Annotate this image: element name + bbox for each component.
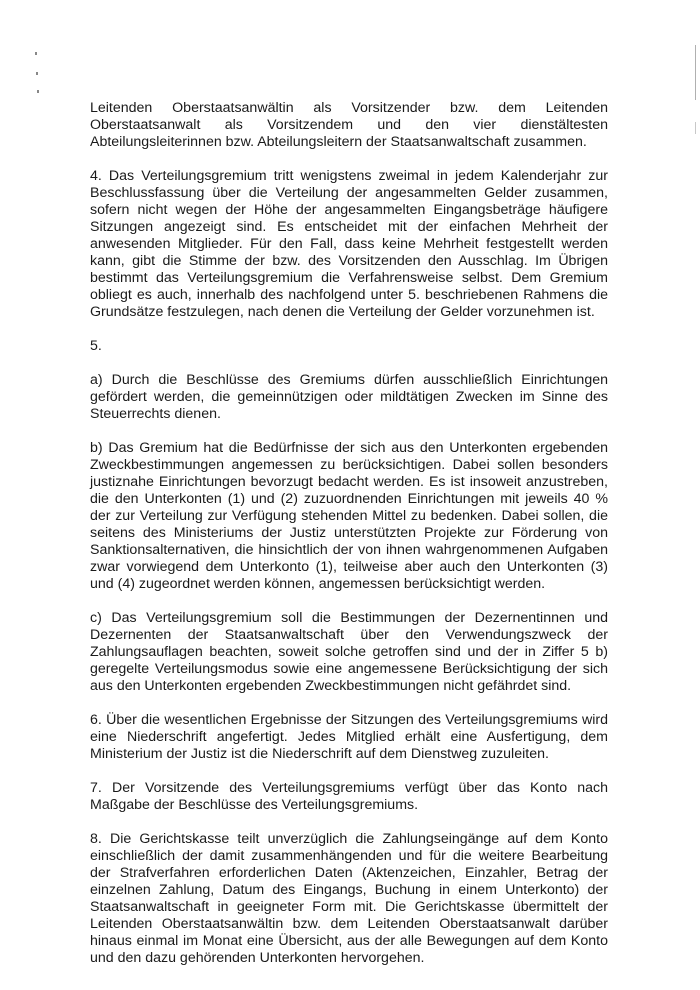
punch-hole-marks [32, 52, 42, 97]
scan-edge-mark [695, 122, 696, 134]
paragraph-4: 4. Das Verteilungsgremium tritt wenigstens zweimal in jedem Kalenderjahr zur Beschlussfassung über die Verteilung der angesammelten Gelder zusammen, sofern nicht wegen der Höhe der angesammelten Eingangsbeträge häufigere Sitzungen angezeigt sind. Es entscheidet mit der einfachen Mehrheit der anwesenden Mitglieder. Für den Fall, dass keine Mehrheit festgestellt werden kann, gibt die Stimme der bzw. des Vorsitzenden den Ausschlag. Im Übrigen bestimmt das Verteilungsgremium die Verfahrensweise selbst. Dem Gremium obliegt es auch, innerhalb des nachfolgend unter 5. beschriebenen Rahmens die Grundsätze festzulegen, nach denen die Verteilung der Gelder vorzunehmen ist. [90, 168, 608, 320]
paragraph-5b: b) Das Gremium hat die Bedürfnisse der sich aus den Unterkonten ergebenden Zweckbestimmungen angemessen zu berücksichtigen. Dabei sollen besonders justiznahe Einrichtungen bevorzugt bedacht werden. Es ist insoweit anzustreben, die den Unterkonten (1) und (2) zuzuordnenden Einrichtungen mit jeweils 40 % der zur Verteilung zur Verfügung stehenden Mittel zu bedenken. Dabei sollen, die seitens des Ministeriums der Justiz unterstützten Projekte zur Förderung von Sanktionsalternativen, die hinsichtlich der von ihnen wahrgenommenen Aufgaben zwar vorwiegend dem Unterkonto (1), teilweise aber auch den Unterkonten (3) und (4) zugeordnet werden können, angemessen berücksichtigt werden. [90, 440, 608, 592]
paragraph-5a: a) Durch die Beschlüsse des Gremiums dürfen ausschließlich Einrichtungen gefördert werden, die gemeinnützigen oder mildtätigen Zwecken im Sinne des Steuerrechts dienen. [90, 372, 608, 422]
document-body [90, 100, 608, 967]
paragraph-intro: Leitenden Oberstaatsanwältin als Vorsitzender bzw. dem Leitenden Oberstaatsanwalt als Vorsitzendem und den vier dienstältesten Abteilungsleiterinnen bzw. Abteilungsleitern der Staatsanwaltschaft zusammen. [90, 100, 608, 150]
paragraph-7: 7. Der Vorsitzende des Verteilungsgremiums verfügt über das Konto nach Maßgabe der Beschlüsse des Verteilungsgremiums. [90, 780, 608, 813]
paragraph-5-heading: 5. [90, 338, 102, 354]
scan-edge-line [695, 45, 696, 100]
paragraph-8: 8. Die Gerichtskasse teilt unverzüglich die Zahlungseingänge auf dem Konto einschließlich der damit zusammenhängenden und für die weitere Bearbeitung der Strafverfahren erforderlichen Daten (Aktenzeichen, Einzahler, Betrag der einzelnen Zahlung, Datum des Eingangs, Buchung in einem Unterkonto) der Staatsanwaltschaft in geeigneter Form mit. Die Gerichtskasse übermittelt der Leitenden Oberstaatsanwältin bzw. dem Leitenden Oberstaatsanwalt darüber hinaus einmal im Monat eine Übersicht, aus der alle Bewegungen auf dem Konto und den dazu gehörenden Unterkonten hervorgehen. [90, 831, 608, 966]
paragraph-5c: c) Das Verteilungsgremium soll die Bestimmungen der Dezernentinnen und Dezernenten der Staatsanwaltschaft über den Verwendungszweck der Zahlungsauflagen beachten, soweit solche getroffen sind und der in Ziffer 5 b) geregelte Verteilungsmodus sowie eine angemessene Berücksichtigung der sich aus den Unterkonten ergebenden Zweckbestimmungen nicht gefährdet sind. [90, 610, 608, 694]
paragraph-6: 6. Über die wesentlichen Ergebnisse der Sitzungen des Verteilungsgremiums wird eine Niederschrift angefertigt. Jedes Mitglied erhält eine Ausfertigung, dem Ministerium der Justiz ist die Niederschrift auf dem Dienstweg zuzuleiten. [90, 712, 608, 762]
